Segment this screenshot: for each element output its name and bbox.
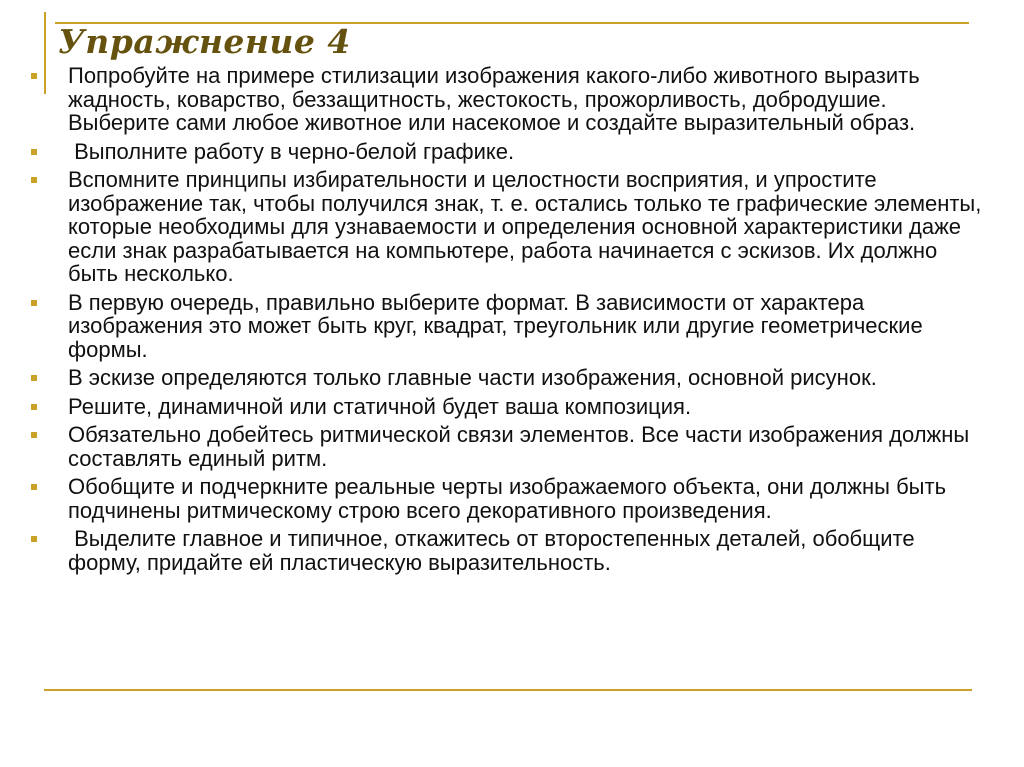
square-bullet-icon <box>31 432 37 438</box>
square-bullet-icon <box>31 536 37 542</box>
square-bullet-icon <box>31 300 37 306</box>
square-bullet-icon <box>31 73 37 79</box>
bullet-text: В эскизе определяются только главные части изображения, основной рисунок. <box>68 365 877 390</box>
bullet-text: Попробуйте на примере стилизации изображения какого-либо животного выразить жадность, коварство, беззащитность, жестокость, прожорливость, добродушие. Выберите сами любое животное или насекомое и создайте выразительный образ. <box>68 63 920 135</box>
square-bullet-icon <box>31 177 37 183</box>
bullet-text: Выделите главное и типичное, откажитесь от второстепенных деталей, обобщите форму, придайте ей пластическую выразительность. <box>68 526 921 575</box>
bullet-text: Обязательно добейтесь ритмической связи элементов. Все части изображения должны составлять единый ритм. <box>68 422 970 471</box>
bullet-item <box>26 395 986 419</box>
bullet-text: Вспомните принципы избирательности и целостности восприятия, и упростите изображение так, чтобы получился знак, т. е. остались только те графические элементы, которые необходимы для узнаваемости и определения основной характеристики даже если знак разрабатывается на компьютере, работа начинается с эскизов. Их должно быть несколько. <box>68 167 982 286</box>
bullet-text: В первую очередь, правильно выберите формат. В зависимости от характера изображения это может быть круг, квадрат, треугольник или другие геометрические формы. <box>68 289 923 362</box>
slide-title: Упражнение 4 <box>58 22 351 61</box>
bullet-text: Решите, динамичной или статичной будет ваша композиция. <box>68 393 692 419</box>
bullet-item <box>26 64 986 135</box>
bullet-text: Обобщите и подчеркните реальные черты изображаемого объекта, они должны быть подчинены ритмическому строю всего декоративного произведения. <box>68 474 947 523</box>
bullet-text: Выполните работу в черно-белой графике. <box>68 138 515 164</box>
bullet-item <box>26 423 986 470</box>
bottom-divider-line <box>44 689 972 691</box>
square-bullet-icon <box>31 149 37 155</box>
square-bullet-icon <box>31 484 37 490</box>
bullet-item <box>26 168 986 286</box>
bullet-item <box>26 140 986 164</box>
bullet-item <box>26 527 986 574</box>
bullet-list <box>26 64 986 579</box>
bullet-item <box>26 475 986 522</box>
bullet-item <box>26 366 986 390</box>
square-bullet-icon <box>31 404 37 410</box>
square-bullet-icon <box>31 375 37 381</box>
bullet-item <box>26 291 986 362</box>
